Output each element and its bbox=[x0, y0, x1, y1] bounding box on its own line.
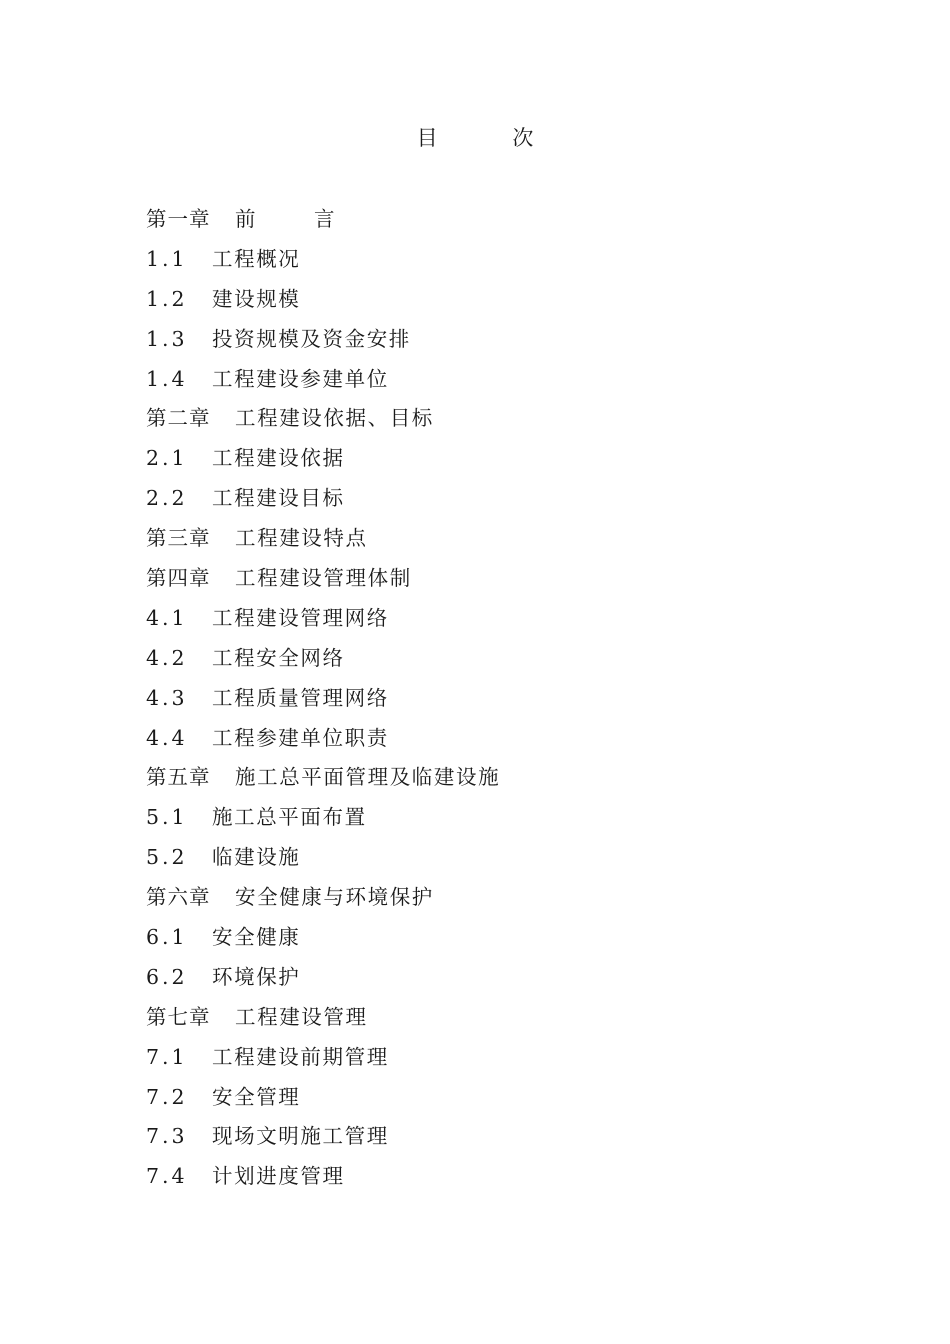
toc-entry-number: 2.2 bbox=[146, 486, 188, 511]
toc-entry-number: 5.2 bbox=[146, 845, 188, 870]
toc-section-entry[interactable] bbox=[146, 320, 500, 360]
toc-section-entry[interactable] bbox=[146, 838, 500, 878]
toc-entry-text: 工程建设前期管理 bbox=[212, 1044, 389, 1069]
toc-entry-number: 7.4 bbox=[146, 1164, 188, 1189]
toc-entry-number: 7.1 bbox=[146, 1044, 188, 1069]
toc-entry-number: 1.4 bbox=[146, 366, 188, 391]
toc-section-entry[interactable] bbox=[146, 1078, 500, 1118]
toc-section-entry[interactable] bbox=[146, 1157, 500, 1197]
toc-entry-text: 工程建设管理体制 bbox=[235, 566, 412, 591]
toc-entry-number: 6.2 bbox=[146, 964, 188, 989]
toc-entry-number: 4.4 bbox=[146, 725, 188, 750]
toc-chapter-entry[interactable] bbox=[146, 519, 500, 559]
toc-entry-number: 第四章 bbox=[146, 566, 211, 591]
toc-entry-text: 工程建设依据 bbox=[212, 446, 345, 471]
toc-entry-text: 安全管理 bbox=[212, 1084, 301, 1109]
toc-entry-number: 第一章 bbox=[146, 207, 211, 231]
toc-entry-number: 第二章 bbox=[146, 406, 211, 431]
toc-section-entry[interactable] bbox=[146, 240, 500, 280]
toc-entry-text: 前 言 bbox=[235, 207, 361, 231]
toc-entry-number: 4.1 bbox=[146, 605, 188, 630]
toc-entry-number: 5.1 bbox=[146, 805, 188, 830]
toc-section-entry[interactable] bbox=[146, 719, 500, 759]
toc-chapter-entry[interactable] bbox=[146, 878, 500, 918]
toc-entry-number: 第六章 bbox=[146, 885, 211, 910]
toc-section-entry[interactable] bbox=[146, 1117, 500, 1157]
toc-section-entry[interactable] bbox=[146, 599, 500, 639]
toc-chapter-entry[interactable] bbox=[146, 559, 500, 599]
toc-entry-text: 工程安全网络 bbox=[212, 645, 345, 670]
toc-entry-text: 工程建设特点 bbox=[235, 526, 368, 551]
toc-entry-number: 第五章 bbox=[146, 765, 211, 790]
toc-entry-text: 环境保护 bbox=[212, 964, 301, 989]
toc-entry-text: 工程参建单位职责 bbox=[212, 725, 389, 750]
toc-entry-text: 安全健康 bbox=[212, 925, 301, 950]
toc-chapter-entry[interactable] bbox=[146, 758, 500, 798]
toc-entry-number: 7.2 bbox=[146, 1084, 188, 1109]
toc-entry-text: 施工总平面布置 bbox=[212, 805, 367, 830]
toc-entry-text: 工程建设依据、目标 bbox=[235, 406, 434, 431]
toc-entry-number: 6.1 bbox=[146, 925, 188, 950]
toc-section-entry[interactable] bbox=[146, 479, 500, 519]
toc-entry-text: 工程建设管理 bbox=[235, 1004, 368, 1029]
toc-title: 目 次 bbox=[416, 126, 568, 150]
toc-entry-number: 2.1 bbox=[146, 446, 188, 471]
toc-entry-number: 4.3 bbox=[146, 685, 188, 710]
toc-list bbox=[146, 200, 500, 1197]
toc-entry-text: 投资规模及资金安排 bbox=[212, 326, 411, 351]
toc-chapter-entry[interactable] bbox=[146, 399, 500, 439]
toc-chapter-entry[interactable] bbox=[146, 200, 500, 240]
toc-entry-number: 1.3 bbox=[146, 326, 188, 351]
toc-entry-number: 4.2 bbox=[146, 645, 188, 670]
toc-entry-text: 工程建设目标 bbox=[212, 486, 345, 511]
toc-section-entry[interactable] bbox=[146, 639, 500, 679]
toc-entry-text: 临建设施 bbox=[212, 845, 301, 870]
toc-section-entry[interactable] bbox=[146, 280, 500, 320]
toc-entry-text: 安全健康与环境保护 bbox=[235, 885, 434, 910]
toc-entry-text: 现场文明施工管理 bbox=[212, 1124, 389, 1149]
toc-entry-number: 1.2 bbox=[146, 286, 188, 311]
toc-section-entry[interactable] bbox=[146, 439, 500, 479]
toc-entry-text: 计划进度管理 bbox=[212, 1164, 345, 1189]
toc-entry-text: 工程概况 bbox=[212, 246, 301, 271]
toc-entry-number: 第三章 bbox=[146, 526, 211, 551]
toc-section-entry[interactable] bbox=[146, 958, 500, 998]
toc-entry-text: 工程质量管理网络 bbox=[212, 685, 389, 710]
toc-section-entry[interactable] bbox=[146, 1038, 500, 1078]
toc-entry-text: 工程建设管理网络 bbox=[212, 605, 389, 630]
toc-section-entry[interactable] bbox=[146, 918, 500, 958]
toc-entry-text: 施工总平面管理及临建设施 bbox=[235, 765, 501, 790]
toc-section-entry[interactable] bbox=[146, 798, 500, 838]
toc-entry-number: 7.3 bbox=[146, 1124, 188, 1149]
toc-chapter-entry[interactable] bbox=[146, 998, 500, 1038]
toc-section-entry[interactable] bbox=[146, 360, 500, 400]
toc-entry-number: 第七章 bbox=[146, 1004, 211, 1029]
toc-entry-text: 工程建设参建单位 bbox=[212, 366, 389, 391]
toc-entry-number: 1.1 bbox=[146, 246, 188, 271]
toc-entry-text: 建设规模 bbox=[212, 286, 301, 311]
toc-section-entry[interactable] bbox=[146, 679, 500, 719]
